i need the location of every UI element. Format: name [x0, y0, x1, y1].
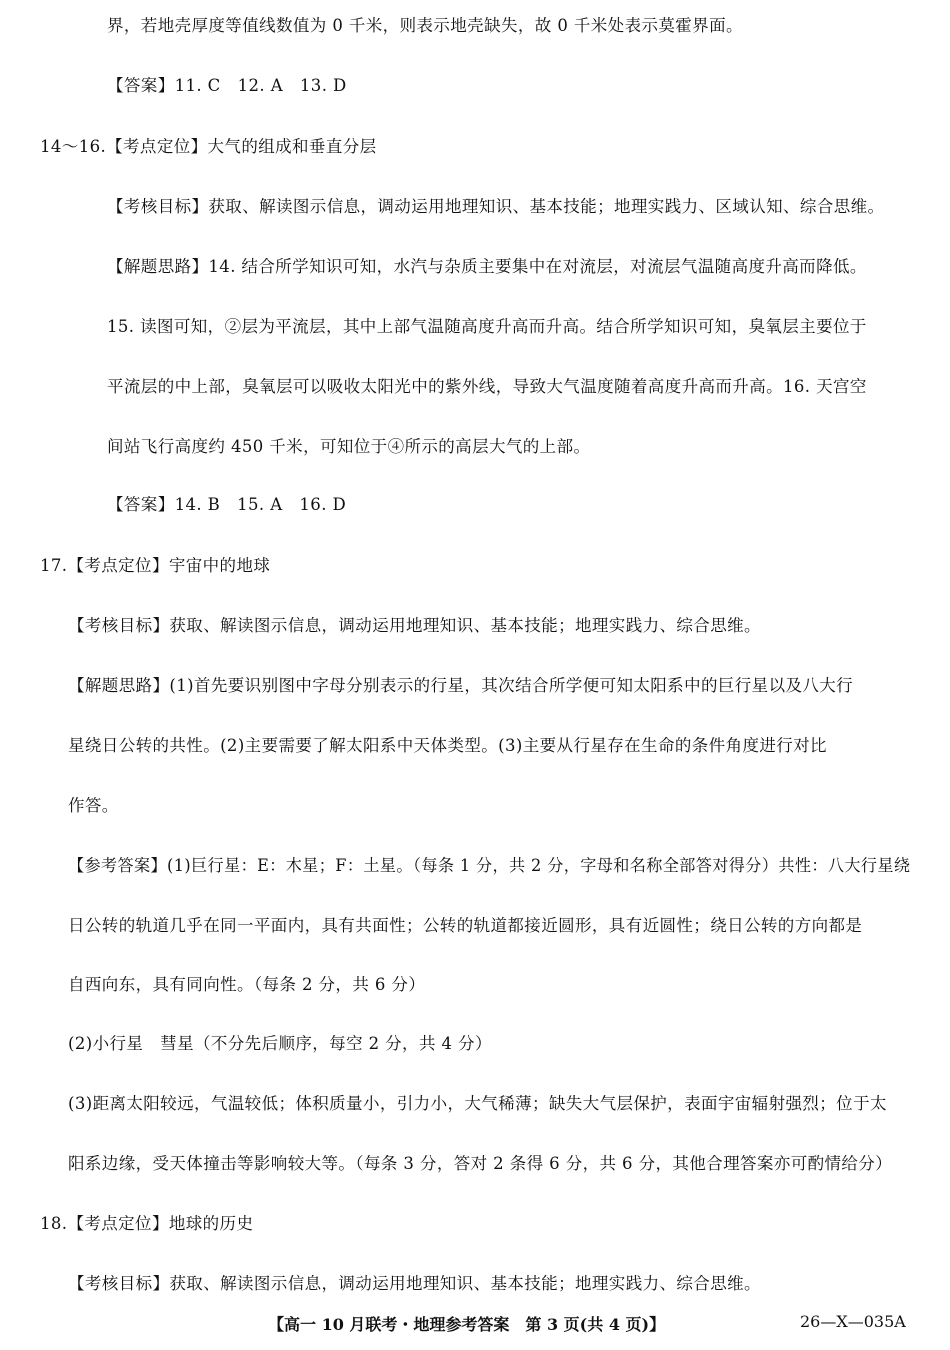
text-line-17: 自西向东，具有同向性。（每条 2 分，共 6 分） — [68, 975, 426, 994]
section-heading-18: 18.【考点定位】地球的历史 — [40, 1214, 254, 1233]
text-line-14: 作答。 — [68, 796, 119, 815]
section-heading-14-16: 14～16.【考点定位】大气的组成和垂直分层 — [40, 137, 377, 156]
text-line-15: 【参考答案】(1)巨行星：E：木星；F：土星。（每条 1 分，共 2 分，字母和名称全部答对得分）共性：八大行星绕 — [68, 856, 911, 875]
text-line-13: 星绕日公转的共性。(2)主要需要了解太阳系中天体类型。(3)主要从行星存在生命的条件角度进行对比 — [68, 736, 827, 755]
page-footer — [0, 1312, 950, 1336]
text-line-11: 【考核目标】获取、解读图示信息，调动运用地理知识、基本技能；地理实践力、综合思维。 — [68, 616, 761, 635]
footer-code: 26—X—035A — [800, 1312, 906, 1331]
answer-line-11-13: 【答案】11. C 12. A 13. D — [107, 76, 347, 95]
text-line-1: 界，若地壳厚度等值线数值为 0 千米，则表示地壳缺失，故 0 千米处表示莫霍界面。 — [107, 16, 743, 35]
text-line-18: (2)小行星 彗星（不分先后顺序，每空 2 分，共 4 分） — [68, 1034, 492, 1053]
text-line-20: 阳系边缘，受天体撞击等影响较大等。（每条 3 分，答对 2 条得 6 分，共 6 分，其他合理答案亦可酌情给分） — [68, 1154, 893, 1173]
text-line-4: 【考核目标】获取、解读图示信息，调动运用地理知识、基本技能；地理实践力、区域认知、综合思维。 — [107, 197, 885, 216]
text-line-5: 【解题思路】14. 结合所学知识可知，水汽与杂质主要集中在对流层，对流层气温随高度升高而降低。 — [107, 257, 867, 276]
text-line-7: 平流层的中上部，臭氧层可以吸收太阳光中的紫外线，导致大气温度随着高度升高而升高。16. 天宫空 — [107, 377, 867, 396]
answer-line-14-16: 【答案】14. B 15. A 16. D — [107, 495, 347, 514]
section-heading-17: 17.【考点定位】宇宙中的地球 — [40, 556, 271, 575]
text-line-16: 日公转的轨道几乎在同一平面内，具有共面性；公转的轨道都接近圆形，具有近圆性；绕日公转的方向都是 — [68, 916, 863, 935]
text-line-8: 间站飞行高度约 450 千米，可知位于④所示的高层大气的上部。 — [107, 437, 591, 456]
text-line-22: 【考核目标】获取、解读图示信息，调动运用地理知识、基本技能；地理实践力、综合思维。 — [68, 1274, 761, 1293]
text-line-6: 15. 读图可知，②层为平流层，其中上部气温随高度升高而升高。结合所学知识可知，臭氧层主要位于 — [107, 317, 867, 336]
text-line-12: 【解题思路】(1)首先要识别图中字母分别表示的行星，其次结合所学便可知太阳系中的巨行星以及八大行 — [68, 676, 854, 695]
footer-title: 【高一 10 月联考・地理参考答案 第 3 页(共 4 页)】 — [268, 1315, 666, 1334]
text-line-19: (3)距离太阳较远，气温较低；体积质量小，引力小，大气稀薄；缺失大气层保护，表面宇宙辐射强烈；位于太 — [68, 1094, 887, 1113]
